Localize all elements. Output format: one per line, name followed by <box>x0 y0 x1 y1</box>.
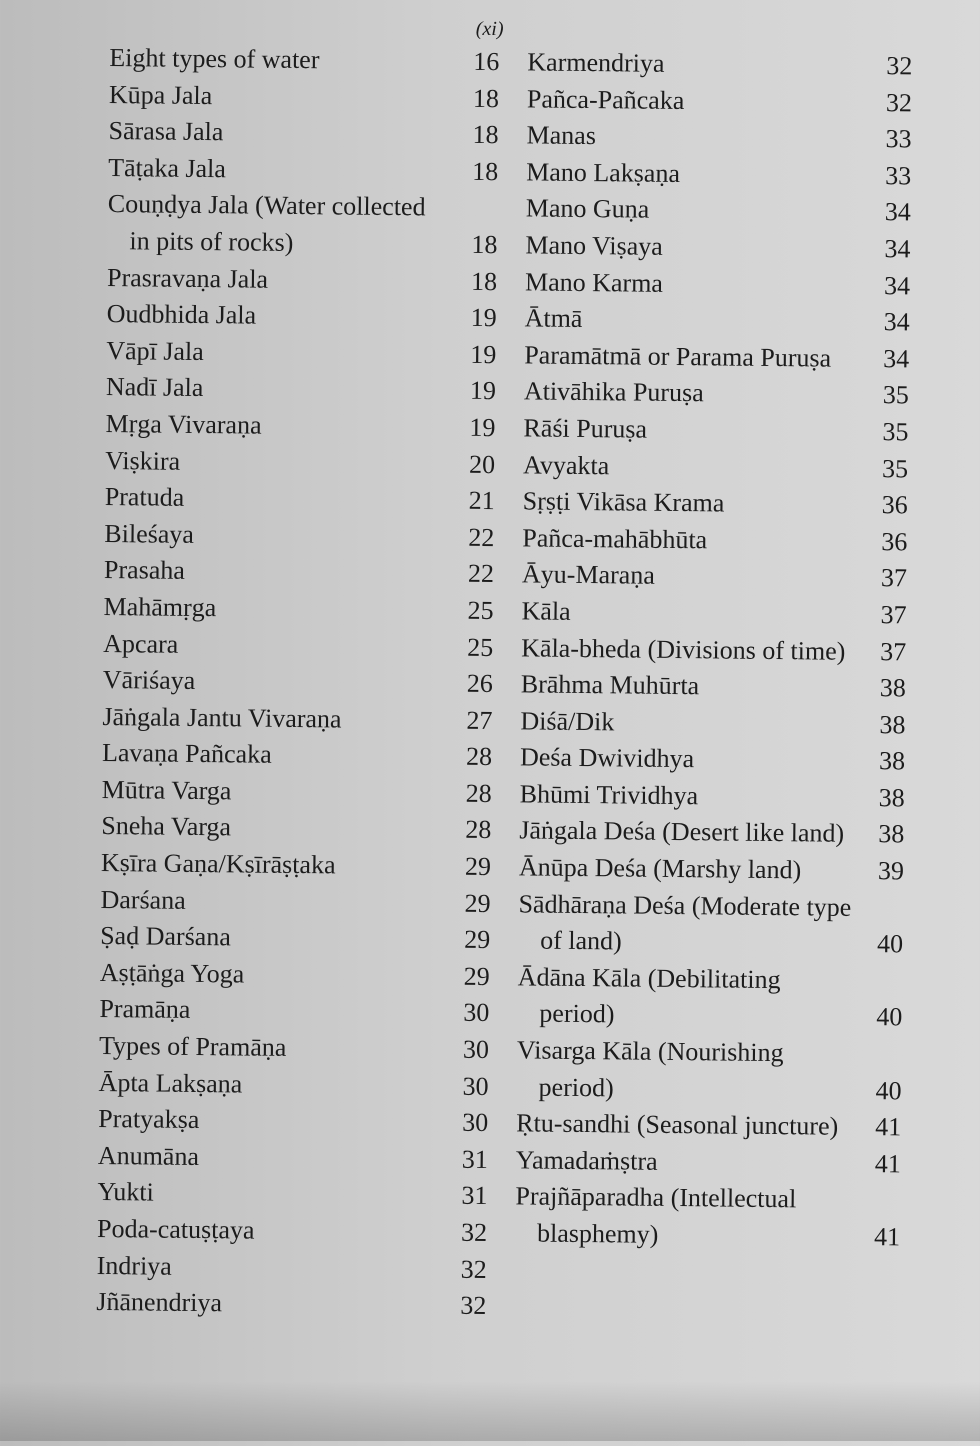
index-entry <box>96 1284 486 1325</box>
index-page-number: 32 <box>460 1288 486 1325</box>
index-term: Sārasa Jala <box>108 113 498 154</box>
index-term: Poda-catuṣṭaya <box>97 1211 487 1252</box>
index-entry <box>102 772 492 813</box>
index-entry <box>105 406 495 447</box>
index-entry <box>518 886 904 963</box>
index-page-number: 36 <box>882 487 908 524</box>
index-entry <box>105 443 495 484</box>
index-term: Mano Lakṣaṇa <box>526 154 911 195</box>
index-term: Brāhma Muhūrta <box>521 666 906 707</box>
index-entry <box>97 1174 487 1215</box>
index-entry <box>108 113 498 154</box>
index-column-right <box>515 44 913 1256</box>
page-number: (xi) <box>0 13 980 46</box>
index-page-number: 26 <box>467 666 493 703</box>
index-entry <box>107 186 498 263</box>
index-page-number: 30 <box>463 1032 489 1069</box>
index-term: Mahāmṛga <box>103 589 493 630</box>
index-page-number: 18 <box>472 154 498 191</box>
index-entry <box>515 1179 901 1256</box>
index-term: Jñānendriya <box>96 1284 486 1325</box>
index-term: Pañca-mahābhūta <box>522 520 907 561</box>
index-page-number: 32 <box>461 1215 487 1252</box>
index-entry <box>106 369 496 410</box>
index-page-number: 27 <box>466 702 492 739</box>
index-entry <box>101 808 491 849</box>
index-page-number: 19 <box>470 373 496 410</box>
index-page-number: 25 <box>467 629 493 666</box>
index-term: Jāṅgala Jantu Vivaraṇa <box>102 699 492 740</box>
index-page-number: 32 <box>461 1251 487 1288</box>
index-page-number: 21 <box>469 483 495 520</box>
index-term: Visarga Kāla (Nourishing period) <box>516 1032 902 1109</box>
index-page-number: 34 <box>885 195 911 232</box>
index-term: Darśana <box>100 882 490 923</box>
index-term: Deśa Dwividhya <box>520 740 905 781</box>
index-page-number: 38 <box>878 817 904 854</box>
index-page-number: 20 <box>469 446 495 483</box>
index-entry <box>103 625 493 666</box>
index-entry <box>523 410 908 451</box>
index-entry <box>527 81 912 122</box>
index-page-number: 19 <box>470 300 496 337</box>
index-entry <box>520 703 905 744</box>
index-term: Vāpī Jala <box>106 333 496 374</box>
index-term: Prajñāparadha (Intellectual blasphemy) <box>515 1179 901 1256</box>
index-entry <box>100 955 490 996</box>
index-term: Sneha Varga <box>101 808 491 849</box>
index-term: Āpta Lakṣaṇa <box>98 1065 488 1106</box>
index-entry <box>526 154 911 195</box>
index-page-number: 34 <box>884 268 910 305</box>
index-page-number: 41 <box>875 1109 901 1146</box>
index-page-number: 30 <box>462 1068 488 1105</box>
index-term: Sṛṣṭi Vikāsa Krama <box>523 483 908 524</box>
index-page-number: 31 <box>461 1178 487 1215</box>
index-term: Ātmā <box>524 301 909 342</box>
index-page-number: 18 <box>472 117 498 154</box>
index-term: Kāla-bheda (Divisions of time) <box>521 630 906 671</box>
index-entry <box>107 260 497 301</box>
index-page-number: 37 <box>880 634 906 671</box>
index-page-number: 37 <box>880 597 906 634</box>
index-entry <box>97 1248 487 1289</box>
index-page-number: 18 <box>471 227 497 264</box>
index-term: Mṛga Vivaraṇa <box>105 406 495 447</box>
index-page-number: 31 <box>462 1142 488 1179</box>
index-term: Aṣṭāṅga Yoga <box>100 955 490 996</box>
index-entry <box>99 991 489 1032</box>
index-entry <box>519 849 904 890</box>
index-term: Prasravaṇa Jala <box>107 260 497 301</box>
index-term: Ṛtu-sandhi (Seasonal juncture) <box>516 1106 901 1147</box>
index-term: Mano Guṇa <box>526 191 911 232</box>
index-term: Diśā/Dik <box>520 703 905 744</box>
index-term: Pratyakṣa <box>98 1101 488 1142</box>
index-page-number: 40 <box>876 1000 902 1037</box>
index-page-number: 41 <box>874 1219 900 1256</box>
index-page-number: 19 <box>469 410 495 447</box>
index-page-number: 35 <box>883 377 909 414</box>
index-page-number: 28 <box>465 812 491 849</box>
index-page-number: 25 <box>467 593 493 630</box>
index-page-number: 30 <box>463 995 489 1032</box>
index-page-number: 38 <box>880 670 906 707</box>
index-page-number: 30 <box>462 1105 488 1142</box>
index-term: Viṣkira <box>105 443 495 484</box>
index-entry <box>519 813 904 854</box>
index-term: Rāśi Puruṣa <box>523 410 908 451</box>
index-page-number: 29 <box>464 922 490 959</box>
index-page-number: 28 <box>465 776 491 813</box>
index-entry <box>525 264 910 305</box>
index-term: Indriya <box>97 1248 487 1289</box>
index-page-number: 29 <box>465 849 491 886</box>
index-page-number: 22 <box>468 556 494 593</box>
index-term: Jāṅgala Deśa (Desert like land) <box>519 813 904 854</box>
index-term: Apcara <box>103 625 493 666</box>
index-page-number: 16 <box>473 44 499 81</box>
index-entry <box>108 150 498 191</box>
index-term: Āyu-Maraṇa <box>522 557 907 598</box>
index-page-number: 34 <box>883 304 909 341</box>
index-term: Prasaha <box>104 552 494 593</box>
index-entry <box>104 552 494 593</box>
index-term: Couṇḍya Jala (Water collected in pits of rocks) <box>107 186 498 263</box>
index-entry <box>522 520 907 561</box>
index-page-number: 32 <box>886 85 912 122</box>
index-entry <box>523 447 908 488</box>
index-page-number: 37 <box>881 560 907 597</box>
index-entry <box>516 1106 901 1147</box>
index-term: Paramātmā or Parama Puruṣa <box>524 337 909 378</box>
index-term: Ṣaḍ Darśana <box>100 918 490 959</box>
index-term: Pañca-Pañcaka <box>527 81 912 122</box>
index-term: Mano Viṣaya <box>525 227 910 268</box>
index-term: Sādhāraṇa Deśa (Moderate type of land) <box>518 886 904 963</box>
index-entry <box>525 227 910 268</box>
index-entry <box>104 516 494 557</box>
index-entry <box>522 557 907 598</box>
index-entry <box>526 118 911 159</box>
index-entry <box>98 1138 488 1179</box>
index-entry <box>527 44 912 85</box>
index-term: Karmendriya <box>527 44 912 85</box>
index-page-number: 39 <box>878 853 904 890</box>
index-entry <box>521 630 906 671</box>
index-entry <box>516 1032 902 1109</box>
index-page-number: 29 <box>464 885 490 922</box>
index-page-number: 28 <box>466 739 492 776</box>
index-entry <box>521 666 906 707</box>
index-entry <box>98 1101 488 1142</box>
index-page-number: 32 <box>886 48 912 85</box>
index-term: Ādāna Kāla (Debilitating period) <box>517 959 903 1036</box>
page-shadow <box>0 1381 980 1441</box>
index-page-number: 38 <box>879 707 905 744</box>
index-page-number: 41 <box>875 1146 901 1183</box>
index-page-number: 34 <box>883 341 909 378</box>
index-term: Vāriśaya <box>103 662 493 703</box>
index-page-number: 29 <box>464 959 490 996</box>
index-page-number: 38 <box>878 780 904 817</box>
index-term: Kāla <box>521 593 906 634</box>
index-term: Pramāṇa <box>99 991 489 1032</box>
index-term: Manas <box>526 118 911 159</box>
index-term: Kūpa Jala <box>109 77 499 118</box>
index-entry <box>524 337 909 378</box>
index-page-number: 19 <box>470 337 496 374</box>
index-term: Pratuda <box>105 479 495 520</box>
index-entry <box>102 699 492 740</box>
index-term: Yukti <box>97 1174 487 1215</box>
index-term: Eight types of water <box>109 40 499 81</box>
index-term: Avyakta <box>523 447 908 488</box>
index-term: Bhūmi Trividhya <box>519 776 904 817</box>
index-entry <box>519 776 904 817</box>
index-page-number: 33 <box>885 121 911 158</box>
index-entry <box>516 1142 901 1183</box>
index-page-number: 40 <box>875 1073 901 1110</box>
index-entry <box>103 589 493 630</box>
index-term: Lavaṇa Pañcaka <box>102 735 492 776</box>
index-term: Mūtra Varga <box>102 772 492 813</box>
index-entry <box>106 296 496 337</box>
index-entry <box>103 662 493 703</box>
index-entry <box>98 1065 488 1106</box>
index-term: Ānūpa Deśa (Marshy land) <box>519 849 904 890</box>
index-term: Bileśaya <box>104 516 494 557</box>
index-term: Types of Pramāṇa <box>99 1028 489 1069</box>
index-entry <box>106 333 496 374</box>
index-entry <box>524 301 909 342</box>
index-page-number: 22 <box>468 520 494 557</box>
index-page-number: 33 <box>885 158 911 195</box>
index-page-number: 34 <box>884 231 910 268</box>
index-page-number: 38 <box>879 743 905 780</box>
index-entry <box>97 1211 487 1252</box>
index-entry <box>517 959 903 1036</box>
index-column-left <box>96 40 499 1325</box>
index-entry <box>101 845 491 886</box>
index-page-number: 18 <box>473 80 499 117</box>
index-term: Ativāhika Puruṣa <box>524 374 909 415</box>
index-term: Mano Karma <box>525 264 910 305</box>
index-term: Anumāna <box>98 1138 488 1179</box>
index-page-number: 35 <box>882 414 908 451</box>
index-entry <box>105 479 495 520</box>
index-entry <box>526 191 911 232</box>
index-entry <box>102 735 492 776</box>
index-entry <box>100 918 490 959</box>
index-term: Nadī Jala <box>106 369 496 410</box>
index-entry <box>99 1028 489 1069</box>
index-entry <box>100 882 490 923</box>
index-page-number: 40 <box>877 926 903 963</box>
index-term: Tāṭaka Jala <box>108 150 498 191</box>
index-entry <box>109 40 499 81</box>
index-page-number: 36 <box>881 524 907 561</box>
index-entry <box>524 374 909 415</box>
index-term: Oudbhida Jala <box>106 296 496 337</box>
index-term: Yamadaṁṣtra <box>516 1142 901 1183</box>
index-entry <box>521 593 906 634</box>
index-page-number: 18 <box>471 263 497 300</box>
index-entry <box>520 740 905 781</box>
index-term: Kṣīra Gaṇa/Kṣīrāṣṭaka <box>101 845 491 886</box>
index-entry <box>109 77 499 118</box>
index-entry <box>523 483 908 524</box>
index-page-number: 35 <box>882 451 908 488</box>
